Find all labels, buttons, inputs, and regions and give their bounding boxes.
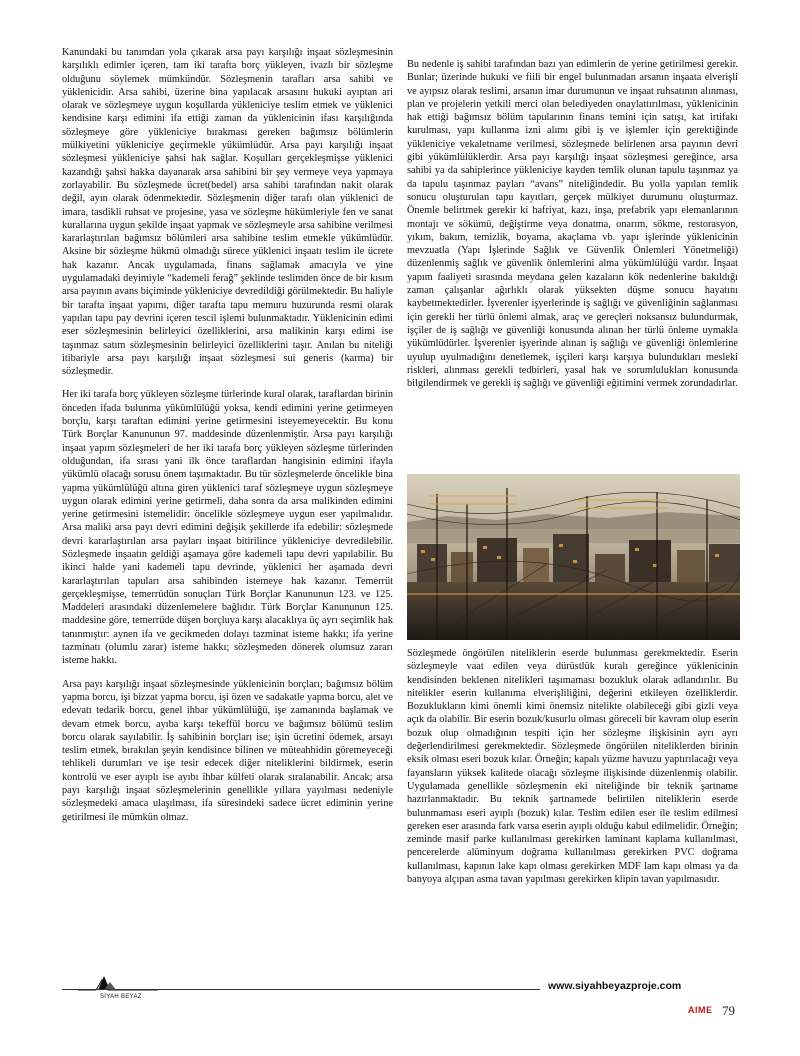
logo-mountain-icon (78, 970, 158, 1000)
page-number: 79 (722, 1003, 735, 1018)
right-bottom-paragraph: Sözleşmede öngörülen niteliklerin eserde bulunması gerekmektedir. Eserin sözleşmeyle vaat edilen veya dürüstlük kuralı gereğince yüklenicinin kendisinden beklenen nitelikleri taşımaması bozukluk olarak adlandırılır. Bu nitelikler eserin kullanıma elverişliliğini, değerini etkileyen özelliklerdir. Bozuklukların kimi önemli kimi önemsiz nitelikte olabileceği gibi gizli veya açık da olabilir. Bir eserin bozuk/kusurlu olması göreceli bir kavram olup eserin bozuk olup olmadığının tespiti için her sözleşme ilişkisinin ayrı ayrı değerlendirilmesi gerekmektedir. Sözleşmede öngörülen niteliklerden birinin eksik olması eseri bozuk kılar. Örneğin; kapalı yüzme havuzu yaptırılacağı veya fayansların yüksek kalitede olacağı sözleşme ilişkisinde düzenlenmiş olabilir. Uygulamada genellikle sözleşmenin eki niteliğinde bir teknik şartname hazırlanmaktadır. Bu teknik şartnamede belirtilen niteliklerin eserde bulunmaması eseri ayıplı (bozuk) kılar. Teslim edilen eser ile teslim edilmesi gereken eser arasında fark varsa eserin ayıplı olduğu kabul edilmelidir. Örneğin; zeminde masif parke kullanılması gerekirken laminant kaplama kullanılması, pencerelerde alüminyum doğrama kullanılması gerekirken PVC doğrama kullanılması, kapının lake kapı olması gerekirken MDF lam kapı olması ya da banyoya alçıpan asma tavan yapılması gerekirken klipin tavan yapılmasıdır. (407, 648, 738, 886)
right-bottom-text (407, 647, 738, 886)
siyah-beyaz-logo (78, 970, 158, 1000)
right-paragraph-1: Bu nedenle iş sahibi tarafından bazı yan edimlerin de yerine getirilmesi gerekir. Bunlar; üzerinde hukuki ve fiili bir engel bulunmadan arsanın inşaata elverişli ve ayıpsız olarak teslimi, arsanın imar durumunun ve inşaat ruhsatının alınması, plan ve projelerin yetkili merci olan belediyeden onaylattırılması, yüklenicinin hak ettiği bağımsız bölüm tapularının finans temini için satışı, kat irtifakı kurulması, yapı kullanma izni alımı gibi iş ve işlemler için gerektiğinde yükleniciye vekaletname verilmesi, sözleşmede belirlenen arsa payının devri gibi yükümlülüklerdir. Arsa payı karşılığı inşaat sözleşmesi gereğince, arsa sahibi ya da sahiplerince yükleniciye kayden temlik olunan tapulu taşınmaz ya da tapulu taşınmaz payları “avans” niteliğindedir. Bu yolla yapılan temlik sonucu oluşturulan tapu kayıtları, gerçek mülkiyet durumunu oluşturmaz. Önemle belirtmek gerekir ki hafriyat, kazı, inşa, prefabrik yapı elemanlarının montajı ve sökümü, değiştirme veya donatma, onarım, sökme, restorasyon, yıkım, bakım, temizlik, boyama, akaçlama vb. yapı işlerinde yüklenicinin mevzuatla (Yapı İşlerinde Sağlık ve Güvenlik Önlemleri Yönetmeliği) düzenlenmiş sağlık ve güvenlik önlemlerini alma yükümlülüğü vardır. İnşaat yapım faaliyeti sırasında meydana gelen kazaların kök nedenlerine bakıldığı zaman çalışanlar ağırlıklı olarak yüksekten düşme sonucu hayatını kaybetmektedirler. İşverenler işyerlerinde iş sağlığı ve güvenliğinin sağlanması için gerekli her türlü önlemi almak, araç ve gereçleri noksansız bulundurmak, işçiler de iş sağlığı ve güvenliği konusunda alınan her türlü önleme uymakla yükümlüdürler. İşverenler işyerinde alınan iş sağlığı ve güvenliği önlemlerine uyulup uyulmadığını denetlemek, işçileri karşı karşıya bulundukları mesleki riskleri, alınması gerekli tedbirleri, yasal hak ve sorumlulukları konusunda bilgilendirmek ve gerekli iş sağlığı ve güvenliği eğitimini vermek zorundadırlar. (407, 59, 738, 390)
left-paragraph-1: Kanundaki bu tanımdan yola çıkarak arsa payı karşılığı inşaat sözleşmesinin karşılıklı edimler içeren, tam iki tarafta borç yükleyen, ivazlı bir sözleşme olduğunu söylemek mümkündür. Sözleşmenin tarafları arsa sahibi ve yüklenicidir. Arsa sahibi, üzerine bina yapılacak arsasını hukuki ayıptan ari olarak ve sözleşmeye uygun koşullarda yükleniciye teslim etmek ve yüklenici kendisine karşı edimini ifa ettiği zaman da yüklenicinin ifası karşılığında sözleşmeye göre yükleniciye bırakması gereken bağımsız bölümlerin mülkiyetini yükleniciye geçirmekle yükümlüdür. Arsa payı karşılığı inşaat sözleşmesi yükleniciye şahsi hak sağlar. Koşulları gerçekleşmişse yüklenici kazandığı şahsi hakka dayanarak arsa sahibini bir şey vermeye veya yapmaya zorlayabilir. Bu sözleşmede ücret(bedel) arsa sahibi tarafından nakit olarak değil, ayın olarak ödenmektedir. Sözleşmenin diğer tarafı olan yüklenici de imara, tasdikli ruhsat ve projesine, yasa ve sözleşme hükümleriyle fen ve sanat kurallarına uygun şekilde inşaat yapmak ve sözleşmeyle arsa sahibine verilmesi kararlaştırılan bağımsız bölümleri arsa sahibine teslim etmekle yükümlüdür. Aksine bir sözleşme hükmü olmadığı sürece yüklenici inşaatı teslim ile ücrete hak kazanır. Ancak uygulamada, finans sağlamak amacıyla ve yine uygulamadaki deyimiyle “kademeli ferağ” şeklinde teslimden önce de bir kısım arsa payının avans biçiminde yükleniciye devredildiği görülmektedir. Bu haliyle bir tarafta inşaat yapımı, diğer tarafta tapu memuru huzurunda resmi olarak yapılan tapu pay devrini içeren tescil işlemi bulunmaktadır. Yüklenicinin edimi eser sözleşmesinin belirleyici özelliklerini, arsa malikinin karşı edimi ise taşınmaz satım sözleşmesinin belirleyici özelliklerini taşır. Anılan bu niteliği itibariyle arsa payı karşılığı inşaat sözleşmesi sui generis (karma) bir sözleşmedir. (62, 47, 393, 378)
right-column (407, 58, 738, 400)
website-link[interactable]: www.siyahbeyazproje.com (548, 980, 682, 992)
left-paragraph-3: Arsa payı karşılığı inşaat sözleşmesinde yüklenicinin borçları; bağımsız bölüm yapma borcu, işi bizzat yapma borcu, işi özen ve sadakatle yapma borcu, alet ve edevatı tedarik borcu, genel ihbar yükümlülüğü, işe zamanında başlamak ve devam etmek borcu, ayıba karşı tekeffül borcu ve bağımsız bölümü teslim borcu olarak sayılabilir. İş sahibinin borçları ise; işin ücretini ödemek, arsayı teslim etmek, bırakılan şeyin kendisince bilinen ve müteahhidin göremeyeceği tehlikeli durumları ve işe tesir edecek diğer niteliklerini bildirmek, eserin kontrolü ve eser ayıplı ise ayıbı ihbar külfeti olarak sıralanabilir. Ancak; arsa payı karşılığı inşaat sözleşmelerinin genellikle yıllara yayılması nedeniyle sözleşmedeki amaca ulaşılması, ifa süresindeki sadece ücret ediminin yerine getirilmesi ile mümkün olmaz. (62, 678, 393, 823)
left-column (62, 46, 393, 834)
construction-site-photo (407, 474, 740, 640)
left-paragraph-2: Her iki tarafa borç yükleyen sözleşme türlerinde kural olarak, taraflardan birinin önceden ifada bulunma yükümlülüğü yoksa, kendi edimini yerine getirmeyen borçlu, karşı taraftan edimini yerine getirmesini isteyemeyecektir. Bu konu Türk Borçlar Kanununun 97. maddesinde düzenlenmiştir. Arsa payı karşılığı inşaat yapım sözleşmeleri de her iki tarafa borç yükleyen sözleşme türlerinden olduğundan, ifa sırası yani ilk önce taraflardan hangisinin edimini ifayla yükümlü olacağı sorusu önem taşımaktadır. Bu tür sözleşmelerde öncelikle bina yapma yükümlülüğü altına giren yüklenici taraf sözleşmeye uygun sözleşmeye uygun olarak edimini yerine getirmeli, daha sonra da arsa malikinden edimini yerine getirmesini istemelidir: öncelikle sözleşmeye uygun eser yapılmalıdır. Arsa maliki arsa payı devri edimini değişik şekillerde ifa edebilir: sözleşmede devri kararlaştırılan arsa payları inşaat bitirilince yükleniciye devredilebilir. Sözleşmede inşaatın geldiği aşamaya göre kademeli tapu devri yapılabilir. Bu ikinci halde yani kademeli tapu devrinde, yüklenici her aşamada devri kararlaştırılan tapuları arsa sahibinden istemeye hak kazanır. Temerrüt gerçekleşmişse, temerrüdün sonuçları Türk Borçlar Kanununun 123. ve 125. Maddeleri arasındaki düzenlemelere bağlıdır. Türk Borçlar Kanununun 125. maddesine göre, temerrüde düşen borçluya karşı alacaklıya üç ayrı seçimlik hak tanınmıştır: aynen ifa ve gecikmeden dolayı tazminat isteme hakkı; ifa yerine tazminatı (olumlu zarar) isteme hakkı; sözleşmeden dönerek olumsuz zararı isteme hakkı. (62, 389, 393, 667)
logo-text: SİYAH BEYAZ (100, 994, 142, 1000)
footer-divider (62, 989, 540, 990)
construction-photo-illustration (407, 474, 740, 640)
aime-brand-logo: AIME (688, 1005, 713, 1015)
